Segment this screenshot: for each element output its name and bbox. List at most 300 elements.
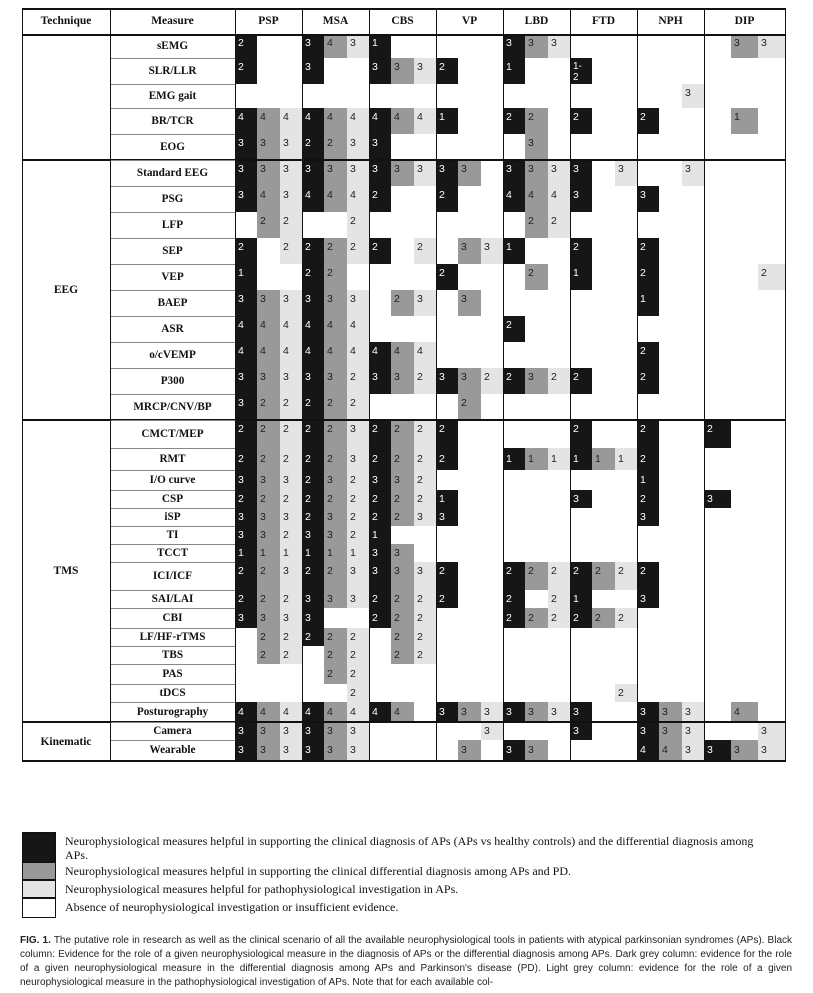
evidence-cell-psp-light <box>280 646 302 664</box>
evidence-cell-msa-light <box>347 420 369 448</box>
evidence-level: 3 <box>327 293 333 305</box>
evidence-cell-cbs-black <box>369 608 391 628</box>
evidence-level: 3 <box>394 473 400 486</box>
evidence-cell-msa-light <box>347 470 369 490</box>
evidence-level: 3 <box>350 743 356 756</box>
evidence-level: 3 <box>551 163 557 175</box>
evidence-level: 2 <box>372 611 378 624</box>
evidence-level: 4 <box>327 37 333 49</box>
evidence-cell-psp-light <box>280 134 302 160</box>
evidence-cell-msa-light <box>347 160 369 186</box>
evidence-level: 2 <box>417 592 423 605</box>
evidence-level: 3 <box>662 724 668 737</box>
legend-swatch <box>22 898 56 918</box>
evidence-level: 3 <box>350 724 356 737</box>
evidence-level: 2 <box>327 630 333 643</box>
evidence-level: 4 <box>394 345 400 357</box>
evidence-level: 3 <box>439 510 445 523</box>
evidence-cell-ftd-light <box>615 608 637 628</box>
evidence-cell-lbd-dark <box>525 34 548 58</box>
evidence-cell-nph-black <box>637 702 659 722</box>
evidence-level: 4 <box>238 705 244 718</box>
evidence-level: 3 <box>761 37 767 49</box>
measure-label: iSP <box>164 511 181 523</box>
evidence-level: 2 <box>260 648 266 661</box>
evidence-cell-psp-light <box>280 108 302 134</box>
evidence-level: 3 <box>305 163 311 175</box>
evidence-level: 2 <box>417 611 423 624</box>
evidence-cell-nph-light <box>682 740 704 760</box>
evidence-level: 2 <box>350 473 356 486</box>
evidence-cell-cbs-black <box>369 490 391 508</box>
evidence-cell-msa-light <box>347 664 369 684</box>
evidence-cell-cbs-black <box>369 34 391 58</box>
evidence-cell-dip-dark <box>731 740 758 760</box>
evidence-level: 2 <box>372 423 378 435</box>
evidence-cell-psp-dark <box>257 590 280 608</box>
evidence-level: 2 <box>260 397 266 409</box>
evidence-cell-psp-dark <box>257 628 280 646</box>
evidence-level: 3 <box>260 163 266 175</box>
table-border <box>22 760 785 762</box>
evidence-cell-nph-dark <box>659 740 682 760</box>
evidence-level: 2 <box>327 648 333 661</box>
technique-label: TMS <box>53 565 79 577</box>
evidence-cell-msa-dark <box>324 562 347 590</box>
evidence-level: 3 <box>484 705 490 718</box>
evidence-cell-cbs-light <box>414 342 436 368</box>
evidence-level: 4 <box>327 189 333 201</box>
measure-label: CBI <box>162 612 183 624</box>
evidence-level: 4 <box>417 345 423 357</box>
measure-label: MRCP/CNV/BP <box>133 401 212 413</box>
column-divider <box>503 8 504 762</box>
evidence-level: 2 <box>417 423 423 435</box>
evidence-level: 2 <box>372 592 378 605</box>
evidence-cell-lbd-black <box>503 368 525 394</box>
evidence-level: 2 <box>327 667 333 680</box>
evidence-cell-cbs-light <box>414 238 436 264</box>
column-divider <box>110 8 111 762</box>
measure-label: BR/TCR <box>151 115 194 127</box>
evidence-cell-cbs-light <box>414 448 436 470</box>
evidence-cell-cbs-black <box>369 544 391 562</box>
evidence-level: 3 <box>238 137 244 149</box>
evidence-cell-vp-light <box>481 368 503 394</box>
technique-label: Kinematic <box>40 736 92 748</box>
evidence-cell-msa-light <box>347 34 369 58</box>
evidence-level: 3 <box>372 61 378 73</box>
evidence-cell-vp-black <box>436 160 458 186</box>
evidence-level: 4 <box>372 345 378 357</box>
evidence-level: 1 <box>618 452 624 465</box>
evidence-cell-cbs-dark <box>391 448 414 470</box>
evidence-cell-psp-dark <box>257 470 280 490</box>
evidence-level: 3 <box>238 371 244 383</box>
evidence-cell-dip-dark <box>731 702 758 722</box>
evidence-cell-lbd-dark <box>525 134 548 160</box>
evidence-cell-lbd-dark <box>525 108 548 134</box>
measure-label: TCCT <box>156 547 189 559</box>
evidence-cell-msa-light <box>347 238 369 264</box>
evidence-level: 4 <box>260 705 266 718</box>
header-technique: Technique <box>40 15 92 27</box>
evidence-level: 2 <box>439 61 445 73</box>
evidence-cell-vp-dark <box>458 702 481 722</box>
evidence-level: 4 <box>372 111 378 123</box>
evidence-cell-psp-dark <box>257 508 280 526</box>
evidence-cell-vp-black <box>436 420 458 448</box>
evidence-cell-msa-dark <box>324 664 347 684</box>
legend-item-white <box>22 898 802 918</box>
evidence-level: 2 <box>573 111 579 123</box>
evidence-level: 3 <box>238 163 244 175</box>
row-divider <box>110 108 235 109</box>
evidence-level: 1 <box>305 546 311 559</box>
evidence-cell-msa-dark <box>324 108 347 134</box>
evidence-cell-psp-dark <box>257 186 280 212</box>
evidence-level: 2 <box>618 611 624 624</box>
row-divider <box>110 134 235 135</box>
evidence-level: 3 <box>640 705 646 718</box>
column-divider <box>369 8 370 762</box>
evidence-cell-msa-light <box>347 508 369 526</box>
evidence-cell-msa-black <box>302 508 324 526</box>
figure-caption <box>20 934 792 990</box>
evidence-level: 2 <box>618 686 624 699</box>
evidence-cell-msa-black <box>302 342 324 368</box>
evidence-level: 2 <box>238 565 244 577</box>
evidence-cell-psp-black <box>235 562 257 590</box>
evidence-level: 2 <box>350 528 356 541</box>
evidence-level: 3 <box>350 565 356 577</box>
evidence-level: 2 <box>640 452 646 465</box>
evidence-level: 4 <box>640 743 646 756</box>
evidence-level: 3 <box>283 611 289 624</box>
row-divider <box>110 470 235 471</box>
evidence-level: 2 <box>283 215 289 227</box>
measure-label: CMCT/MEP <box>141 428 204 440</box>
evidence-level: 4 <box>350 189 356 201</box>
evidence-cell-nph-dark <box>659 702 682 722</box>
legend-text: Absence of neurophysiological investigation or insufficient evidence. <box>65 900 399 914</box>
evidence-cell-lbd-dark <box>525 368 548 394</box>
evidence-level: 3 <box>350 452 356 465</box>
evidence-level: 1 <box>327 546 333 559</box>
column-divider <box>570 8 571 762</box>
row-divider <box>110 316 235 317</box>
evidence-cell-psp-black <box>235 420 257 448</box>
column-divider <box>637 8 638 762</box>
evidence-cell-nph-black <box>637 108 659 134</box>
evidence-cell-cbs-light <box>414 508 436 526</box>
row-divider <box>110 740 235 741</box>
evidence-level: 3 <box>707 492 713 505</box>
evidence-level: 2 <box>439 267 445 279</box>
evidence-cell-psp-dark <box>257 646 280 664</box>
evidence-level: 2 <box>640 267 646 279</box>
evidence-level: 2 <box>640 423 646 435</box>
evidence-level: 3 <box>327 510 333 523</box>
evidence-level: 3 <box>238 528 244 541</box>
evidence-cell-lbd-dark <box>525 212 548 238</box>
measure-label: P300 <box>160 375 185 387</box>
evidence-cell-psp-light <box>280 608 302 628</box>
evidence-level: 4 <box>238 345 244 357</box>
evidence-cell-nph-light <box>682 160 704 186</box>
evidence-cell-cbs-black <box>369 368 391 394</box>
evidence-cell-msa-black <box>302 562 324 590</box>
evidence-level: 3 <box>484 724 490 737</box>
evidence-level: 2 <box>506 371 512 383</box>
evidence-level: 2 <box>327 565 333 577</box>
evidence-cell-msa-black <box>302 290 324 316</box>
evidence-level: 2 <box>260 630 266 643</box>
evidence-cell-msa-light <box>347 186 369 212</box>
evidence-level: 2 <box>439 189 445 201</box>
evidence-cell-cbs-dark <box>391 420 414 448</box>
evidence-level: 3 <box>573 189 579 201</box>
evidence-cell-cbs-light <box>414 490 436 508</box>
evidence-level: 2 <box>305 630 311 643</box>
evidence-cell-psp-black <box>235 608 257 628</box>
evidence-level: 2 <box>528 611 534 624</box>
evidence-cell-msa-dark <box>324 470 347 490</box>
evidence-cell-msa-light <box>347 722 369 740</box>
measure-label: o/cVEMP <box>149 349 196 361</box>
evidence-cell-lbd-light <box>548 160 570 186</box>
evidence-cell-psp-black <box>235 368 257 394</box>
evidence-level: 3 <box>528 137 534 149</box>
evidence-cell-vp-black <box>436 590 458 608</box>
evidence-cell-ftd-black <box>570 264 592 290</box>
evidence-cell-vp-dark <box>458 740 481 760</box>
evidence-cell-dip-dark <box>731 108 758 134</box>
evidence-level: 2 <box>305 137 311 149</box>
evidence-level: 3 <box>461 293 467 305</box>
evidence-cell-lbd-black <box>503 160 525 186</box>
evidence-level: 3 <box>372 163 378 175</box>
evidence-level: 4 <box>551 189 557 201</box>
measure-label: ICI/ICF <box>152 570 193 582</box>
evidence-cell-lbd-dark <box>525 448 548 470</box>
evidence-cell-cbs-black <box>369 702 391 722</box>
evidence-level: 3 <box>260 510 266 523</box>
evidence-cell-nph-black <box>637 590 659 608</box>
evidence-level: 2 <box>506 592 512 605</box>
evidence-cell-msa-dark <box>324 702 347 722</box>
evidence-level: 3 <box>439 371 445 383</box>
evidence-level: 2 <box>394 510 400 523</box>
measure-label: tDCS <box>159 687 186 699</box>
evidence-level: 3 <box>685 163 691 175</box>
evidence-level: 2 <box>528 111 534 123</box>
evidence-level: 1 <box>439 492 445 505</box>
evidence-level: 2 <box>394 630 400 643</box>
measure-label: EOG <box>160 141 185 153</box>
evidence-cell-dip-black <box>704 740 731 760</box>
evidence-level: 3 <box>506 37 512 49</box>
evidence-level: 2 <box>640 241 646 253</box>
evidence-cell-lbd-dark <box>525 608 548 628</box>
evidence-cell-vp-light <box>481 238 503 264</box>
evidence-cell-msa-dark <box>324 740 347 760</box>
evidence-level: 3 <box>528 371 534 383</box>
evidence-level: 2 <box>305 510 311 523</box>
evidence-level: 3 <box>417 293 423 305</box>
evidence-cell-psp-dark <box>257 562 280 590</box>
legend-text: Neurophysiological measures helpful in supporting the clinical diagnosis of APs (APs vs healthy controls) and the differential diagnosis among APs. <box>65 834 754 862</box>
evidence-cell-nph-black <box>637 186 659 212</box>
evidence-cell-psp-light <box>280 562 302 590</box>
evidence-level: 3 <box>327 592 333 605</box>
evidence-cell-psp-light <box>280 508 302 526</box>
evidence-cell-msa-black <box>302 160 324 186</box>
evidence-cell-ftd-black <box>570 160 592 186</box>
caption-text: The putative role in research as well as the clinical scenario of all the available neurophysiological tools in patients with atypical parkinsonian syndromes (APs). Black column: Evidence for the role of a given neurophysiological measure in the diagnosis of APs or the differential diagnosis among APs. Dark grey column: evidence for the role of a given neurophysiological measure in the differential diagnosis among APs and Parkinson's disease (PD). Light grey column: evidence for the role of a given neurophysiological measure in the pathophysiological investigation of APs. Note that for each available col- <box>20 935 793 988</box>
evidence-cell-cbs-black <box>369 342 391 368</box>
evidence-cell-psp-black <box>235 722 257 740</box>
evidence-cell-msa-light <box>347 108 369 134</box>
evidence-cell-ftd-dark <box>592 562 615 590</box>
evidence-level: 4 <box>305 705 311 718</box>
evidence-level: 3 <box>461 705 467 718</box>
evidence-level: 3 <box>372 371 378 383</box>
measure-label: PAS <box>162 668 183 680</box>
evidence-cell-cbs-black <box>369 562 391 590</box>
evidence-cell-nph-black <box>637 342 659 368</box>
evidence-level: 4 <box>305 111 311 123</box>
evidence-level: 3 <box>685 743 691 756</box>
evidence-cell-msa-black <box>302 264 324 290</box>
evidence-level: 2 <box>350 686 356 699</box>
evidence-cell-psp-light <box>280 490 302 508</box>
evidence-cell-cbs-light <box>414 590 436 608</box>
evidence-level: 2 <box>305 267 311 279</box>
evidence-cell-cbs-dark <box>391 562 414 590</box>
evidence-cell-cbs-light <box>414 562 436 590</box>
header-group-ftd: FTD <box>592 15 615 27</box>
evidence-level: 2 <box>528 565 534 577</box>
evidence-level: 4 <box>734 705 740 718</box>
evidence-cell-msa-light <box>347 562 369 590</box>
evidence-level: 3 <box>506 705 512 718</box>
evidence-cell-lbd-black <box>503 34 525 58</box>
evidence-level: 3 <box>350 293 356 305</box>
evidence-cell-nph-dark <box>659 722 682 740</box>
evidence-level: 2 <box>327 423 333 435</box>
evidence-cell-lbd-light <box>548 186 570 212</box>
evidence-cell-vp-black <box>436 490 458 508</box>
evidence-cell-psp-dark <box>257 702 280 722</box>
measure-label: Camera <box>153 725 192 737</box>
evidence-cell-cbs-light <box>414 646 436 664</box>
evidence-cell-vp-black <box>436 508 458 526</box>
evidence-level: 3 <box>238 189 244 201</box>
evidence-cell-nph-black <box>637 508 659 526</box>
evidence-level: 1 <box>350 546 356 559</box>
evidence-cell-psp-black <box>235 544 257 562</box>
evidence-cell-msa-dark <box>324 134 347 160</box>
evidence-level: 3 <box>394 546 400 559</box>
evidence-cell-msa-light <box>347 544 369 562</box>
evidence-cell-cbs-black <box>369 508 391 526</box>
evidence-cell-vp-dark <box>458 238 481 264</box>
evidence-cell-dip-black <box>704 420 731 448</box>
evidence-cell-msa-light <box>347 646 369 664</box>
evidence-cell-psp-light <box>280 526 302 544</box>
evidence-cell-cbs-dark <box>391 470 414 490</box>
evidence-level: 2 <box>327 452 333 465</box>
evidence-level: 3 <box>327 473 333 486</box>
evidence-level: 3 <box>260 371 266 383</box>
evidence-level: 3 <box>506 743 512 756</box>
evidence-cell-psp-dark <box>257 490 280 508</box>
evidence-cell-cbs-dark <box>391 290 414 316</box>
evidence-cell-msa-black <box>302 608 324 628</box>
evidence-level: 3 <box>707 743 713 756</box>
evidence-cell-nph-black <box>637 470 659 490</box>
row-divider <box>110 628 235 629</box>
evidence-cell-lbd-black <box>503 590 525 608</box>
evidence-cell-vp-black <box>436 448 458 470</box>
evidence-level: 3 <box>439 163 445 175</box>
evidence-level: 2 <box>238 592 244 605</box>
evidence-cell-msa-black <box>302 186 324 212</box>
evidence-cell-cbs-black <box>369 590 391 608</box>
evidence-level: 1 <box>238 546 244 559</box>
evidence-level: 3 <box>283 137 289 149</box>
evidence-level: 2 <box>394 592 400 605</box>
evidence-cell-psp-dark <box>257 134 280 160</box>
evidence-level: 2 <box>640 371 646 383</box>
evidence-level: 2 <box>238 61 244 73</box>
evidence-level: 2 <box>283 397 289 409</box>
table-border <box>22 34 785 36</box>
evidence-level: 2 <box>305 423 311 435</box>
measure-label: SEP <box>162 245 183 257</box>
evidence-cell-ftd-black <box>570 186 592 212</box>
legend-text: Neurophysiological measures helpful for pathophysiological investigation in APs. <box>65 882 459 896</box>
evidence-cell-cbs-black <box>369 134 391 160</box>
evidence-cell-ftd-black <box>570 420 592 448</box>
evidence-level: 2 <box>439 423 445 435</box>
evidence-level: 3 <box>618 163 624 175</box>
evidence-cell-psp-dark <box>257 448 280 470</box>
evidence-cell-msa-light <box>347 490 369 508</box>
evidence-cell-ftd-black <box>570 722 592 740</box>
evidence-cell-lbd-black <box>503 448 525 470</box>
evidence-cell-msa-light <box>347 590 369 608</box>
measure-label: PSG <box>161 193 184 205</box>
evidence-level: 4 <box>260 345 266 357</box>
evidence-level: 2 <box>260 452 266 465</box>
evidence-level: 4 <box>305 189 311 201</box>
evidence-level: 2 <box>238 492 244 505</box>
evidence-level: 1 <box>595 452 601 465</box>
evidence-level: 2 <box>439 592 445 605</box>
evidence-cell-psp-light <box>280 290 302 316</box>
evidence-level: 2 <box>260 565 266 577</box>
evidence-level: 2 <box>595 565 601 577</box>
evidence-level: 3 <box>283 163 289 175</box>
evidence-cell-ftd-black <box>570 368 592 394</box>
legend-swatch <box>22 832 56 862</box>
evidence-cell-ftd-black <box>570 562 592 590</box>
evidence-level: 2 <box>372 452 378 465</box>
evidence-cell-lbd-black <box>503 238 525 264</box>
evidence-cell-psp-dark <box>257 316 280 342</box>
